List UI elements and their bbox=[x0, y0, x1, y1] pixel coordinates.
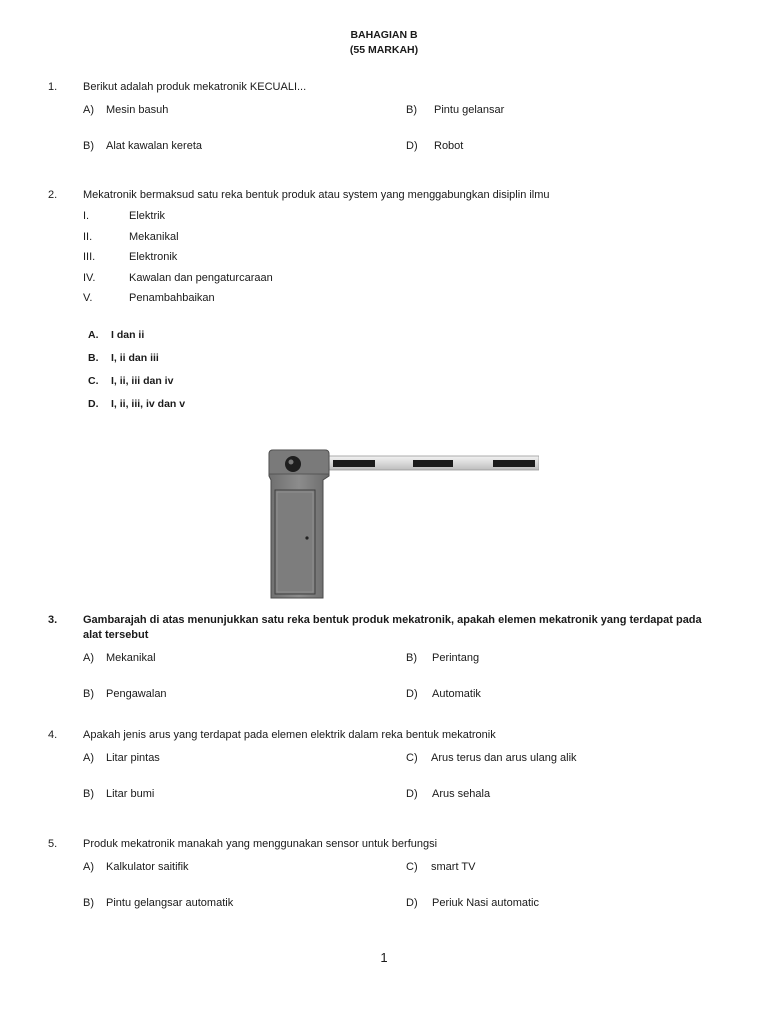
q2-answer-text: I, ii, iii dan iv bbox=[111, 375, 174, 387]
q2-answer-text: I, ii dan iii bbox=[111, 352, 159, 364]
q1-option-text: Pintu gelansar bbox=[434, 104, 505, 116]
q2-item-number: V. bbox=[83, 292, 93, 304]
q4-option-text: Arus sehala bbox=[432, 788, 491, 800]
question-5-number: 5. bbox=[48, 838, 58, 850]
q3-option-letter: A) bbox=[83, 652, 94, 664]
q2-item-text: Elektronik bbox=[129, 251, 178, 263]
q2-answer-letter: D. bbox=[88, 398, 99, 410]
q2-answer-text: I, ii, iii, iv dan v bbox=[111, 398, 186, 410]
question-3-text: Gambarajah di atas menunjukkan satu reka bentuk produk mekatronik, apakah elemen mekatronik yang terdapat pada alat tersebut bbox=[83, 614, 702, 641]
page-number: 1 bbox=[380, 950, 388, 965]
q3-option-text: Perintang bbox=[432, 652, 480, 664]
question-4-text: Apakah jenis arus yang terdapat pada elemen elektrik dalam reka bentuk mekatronik bbox=[83, 729, 496, 741]
q2-item-number: I. bbox=[83, 210, 90, 222]
q2-item-text: Penambahbaikan bbox=[129, 292, 215, 304]
q3-option-letter: B) bbox=[83, 688, 94, 700]
q5-option-letter: C) bbox=[406, 861, 418, 873]
q2-item-number: II. bbox=[83, 231, 93, 243]
q4-option-letter: D) bbox=[406, 788, 418, 800]
q1-option-letter: D) bbox=[406, 140, 418, 152]
barrier-gate-image bbox=[263, 446, 539, 602]
q4-option-text: Litar pintas bbox=[106, 752, 160, 764]
q4-option-letter: A) bbox=[83, 752, 94, 764]
q4-option-letter: C) bbox=[406, 752, 418, 764]
q2-item-number: IV. bbox=[83, 272, 96, 284]
q5-option-letter: A) bbox=[83, 861, 94, 873]
q3-option-letter: D) bbox=[406, 688, 418, 700]
question-1-number: 1. bbox=[48, 81, 58, 93]
q5-option-text: Kalkulator saitifik bbox=[106, 861, 189, 873]
question-2-number: 2. bbox=[48, 189, 58, 201]
question-3-number: 3. bbox=[48, 614, 58, 626]
q2-answer-letter: B. bbox=[88, 352, 99, 364]
q1-option-text: Alat kawalan kereta bbox=[106, 140, 202, 152]
q5-option-text: Periuk Nasi automatic bbox=[432, 897, 539, 909]
q5-option-text: Pintu gelangsar automatik bbox=[106, 897, 234, 909]
q3-option-text: Mekanikal bbox=[106, 652, 156, 664]
q3-option-text: Automatik bbox=[432, 688, 481, 700]
section-marks: (55 MARKAH) bbox=[349, 44, 419, 56]
q5-option-text: smart TV bbox=[431, 861, 476, 873]
section-title: BAHAGIAN B bbox=[350, 29, 418, 41]
question-1-text: Berikut adalah produk mekatronik KECUALI... bbox=[83, 81, 307, 93]
q2-answer-letter: A. bbox=[88, 329, 99, 341]
q1-option-letter: B) bbox=[83, 140, 94, 152]
q2-item-text: Kawalan dan pengaturcaraan bbox=[129, 272, 273, 284]
q2-answer-text: I dan ii bbox=[111, 329, 145, 341]
barrier-gate-drawing bbox=[263, 446, 539, 602]
q2-item-number: III. bbox=[83, 251, 96, 263]
q2-item-text: Elektrik bbox=[129, 210, 166, 222]
q1-option-letter: A) bbox=[83, 104, 94, 116]
q4-option-text: Litar bumi bbox=[106, 788, 155, 800]
q5-option-letter: D) bbox=[406, 897, 418, 909]
q4-option-text: Arus terus dan arus ulang alik bbox=[431, 752, 577, 764]
q3-option-letter: B) bbox=[406, 652, 417, 664]
q1-option-text: Robot bbox=[434, 140, 464, 152]
question-2-text: Mekatronik bermaksud satu reka bentuk produk atau system yang menggabungkan disiplin ilmu bbox=[83, 189, 550, 201]
q1-option-letter: B) bbox=[406, 104, 417, 116]
question-4-number: 4. bbox=[48, 729, 58, 741]
q1-option-text: Mesin basuh bbox=[106, 104, 169, 116]
question-5-text: Produk mekatronik manakah yang menggunakan sensor untuk berfungsi bbox=[83, 838, 438, 850]
q2-item-text: Mekanikal bbox=[129, 231, 179, 243]
q3-option-text: Pengawalan bbox=[106, 688, 167, 700]
q5-option-letter: B) bbox=[83, 897, 94, 909]
q2-answer-letter: C. bbox=[88, 375, 99, 387]
q4-option-letter: B) bbox=[83, 788, 94, 800]
